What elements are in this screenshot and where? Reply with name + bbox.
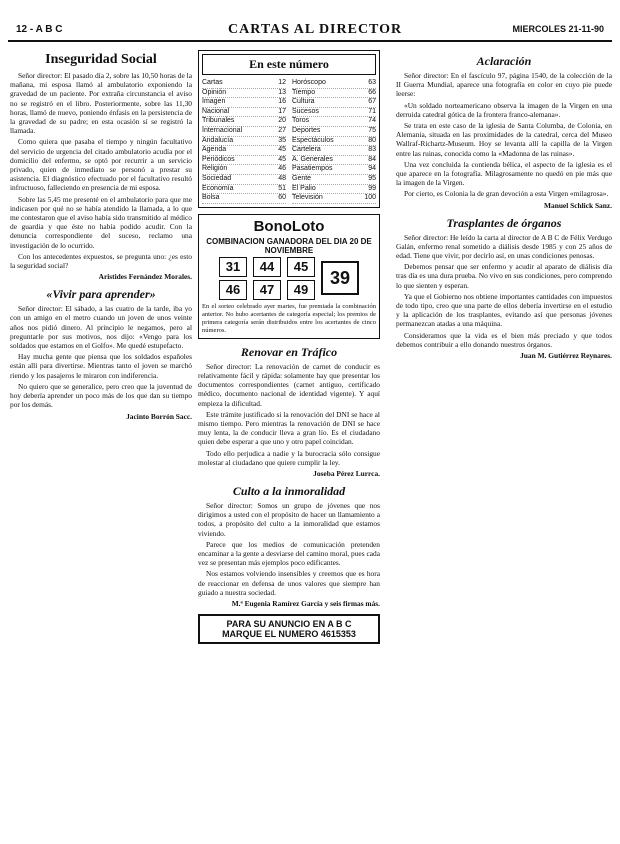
index-section: El Palio [292,184,316,192]
index-entry [202,127,286,137]
index-section: Sucesos [292,107,319,115]
letter-paragraph: Debemos pensar que ser enfermo y acudir al aparato de diálisis día tras día es una dura prueba. No vivo en sus condiciones, pero comprendo lo que sienten y esperan. [396,262,612,290]
advert-line: MARQUE EL NUMERO 4615353 [222,628,356,639]
index-page: 20 [278,117,286,125]
index-section: Televisión [292,194,323,202]
index-section: Deportes [292,126,321,134]
index-section: Periódicos [202,155,235,163]
index-page: 80 [368,136,376,144]
letter-paragraph: Ya que el Gobierno nos obtiene importantes cantidades con impuestos de todo tipo, creo que una parte de ellos debería invertirse en el estudio y la aplicación de los trasplantes, evitando así que personas jóvenes permanezcan atadas a una máquina. [396,291,612,329]
index-entry [202,89,286,99]
index-page: 71 [368,107,376,115]
index-section: Sociedad [202,174,232,182]
index-entry [292,165,376,175]
index-page: 84 [368,155,376,163]
index-entry [292,108,376,118]
index-page: 48 [278,174,286,182]
index-page: 100 [364,194,376,202]
column-middle [198,50,380,838]
index-page: 51 [278,184,286,192]
letter [198,345,380,478]
bonoloto-heading: COMBINACION GANADORA DEL DIA 20 DE NOVIEMBRE [206,236,372,255]
index-section: Cultura [292,98,315,106]
index-entry [292,98,376,108]
index-section: Imagen [202,98,226,106]
letter-signature: Juan M. Gutiérrez Reynares. [520,351,612,361]
index-entry [292,185,376,195]
letter-paragraph: Señor director: La renovación de carnet de conducir es relativamente fácil y rápida: solamente hay que presentar los documentos correspondientes (carnet antiguo, certificado médico, documento nacional de identidad vigente). Y aquí empieza la dificultad. [198,361,380,408]
column-right [396,50,612,838]
index-section: Religión [202,165,228,173]
bonoloto-note: En el sorteo celebrado ayer martes, fue premiada la combinación anterior. No hubo acertantes de categoría especial; los premios de primera categoría serán distribuidos entre los acertantes de cinco números. [202,302,376,334]
letter-signature: Aristides Fernández Morales. [98,272,192,282]
letter-paragraph: «Un soldado norteamericano observa la imagen de la Virgen en una derruida catedral gótica de la frontera franco-alemana». [396,100,612,119]
letter-title: Renovar en Tráfico [240,344,338,359]
letter-title: Aclaración [476,54,532,68]
letter-paragraph: Señor director: En el fascículo 97, página 1540, de la colección de la II Guerra Mundial, aparece una fotografía en color en cuyo pie puede leerse: [396,71,612,99]
index-entry [292,89,376,99]
index-section: Pasatiempos [292,165,333,173]
index-page: 27 [278,126,286,134]
index-entry [202,185,286,195]
letter-paragraph: Una vez concluida la contienda bélica, el aspecto de la iglesia es el que aparece en la fotografía. Milagrosamente no quedó en pie más que la imagen de la Virgen. [396,159,612,188]
index-page: 63 [368,79,376,86]
index-section: Economía [202,184,234,192]
index-page: 16 [278,98,286,106]
index-section: Tiempo [292,88,316,96]
index-page: 17 [278,107,286,115]
letter-signature: Jacinto Borrón Sacc. [126,411,192,421]
index-entry [292,127,376,137]
index-entry [292,117,376,127]
index-entry [202,108,286,118]
letter-title: «Vivir para aprender» [46,287,156,302]
index-section: Espectáculos [292,136,334,144]
index-box [198,50,380,208]
index-entry [202,137,286,147]
index-section: Gente [292,174,312,182]
index-page: 95 [368,174,376,182]
index-page: 13 [278,88,286,96]
index-section: Toros [292,117,310,125]
lotto-number: 47 [253,280,281,300]
letter-paragraph: Parece que los medios de comunicación pretenden encaminar a la gente a desviarse del camino moral, pues cada vez se presentan más ejemplos poco edificantes. [198,539,380,568]
index-section: Tribunales [202,117,235,125]
letter-paragraph: Por cierto, es Colonia la de gran devoción a esta Virgen «milagrosa». [404,189,609,199]
letter [198,484,380,608]
lotto-number: 31 [219,257,247,277]
index-page: 66 [368,88,376,96]
letter-title: Trasplantes de órganos [446,215,562,230]
index-section: Nacional [202,107,230,115]
index-page: 35 [278,136,286,144]
index-page: 60 [278,194,286,202]
letter [396,54,612,210]
index-page: 74 [368,117,376,125]
index-entry [292,146,376,156]
index-section: Andalucía [202,136,234,144]
letter-paragraph: Todo ello perjudica a nadie y la burocracia sólo consigue molestar al ciudadano que quiere cumplir la ley. [198,448,380,467]
letter-title: Inseguridad Social [45,52,157,67]
letter-paragraph: Como quiera que pasaba el tiempo y ningún facultativo del servicio de urgencia del citado ambulatorio acudía por el domicilio del enfermo, se optó por recurrir a un servicio privado, quien de inmediato se personó a prestar su asistencia. El diagnóstico efectuado por el facultativo resultó infructuoso, falleciendo en presencia de mi esposa. [10,137,192,193]
index-section: Cartelera [292,146,321,154]
index-entry [202,156,286,166]
lotto-number: 49 [287,280,315,300]
index-entry [292,79,376,89]
page-header [8,22,612,42]
index-section: Opinión [202,88,227,96]
bonoloto-box [198,214,380,339]
index-page: 75 [368,126,376,134]
index-entry [202,175,286,185]
letter-paragraph: Con los antecedentes expuestos, se pregunta uno: ¿es esto la seguridad social? [10,251,192,271]
index-page: 67 [368,98,376,106]
letter-paragraph: Este trámite justificado si la renovación del DNI se hace al mismo tiempo. Pero mientras la renovación de DNI se hace muy lenta, la de conducir lleva a gran lío. Es el ciudadano quien debe esperar a que uno y otro papel coincidan. [198,409,380,447]
index-page: 94 [368,165,376,173]
index-entry [202,146,286,156]
letter-paragraph: Sobre las 5,45 me presenté en el ambulatorio para que me indicasen por qué no se había atendido la llamada, a lo que me contestaron que el aviso había sido transmitido al médico de guardia y que éste no había podido acudir. Con la denuncia correspondiente del suceso, reclamo una investigación de lo ocurrido. [10,194,192,250]
lotto-number: 44 [253,257,281,277]
letter-paragraph: Se trata en este caso de la iglesia de Santa Columba, de Colonia, en Alemania, situada en las proximidades de la catedral, cerca del Museo Wallraf-Richartz-Museum. Hoy se levanta allí la capilla de la Virgen entre las ruinas, conocida como la «Madonna de las ruinas». [396,121,612,158]
index-page: 12 [278,79,286,86]
section-title: CARTAS AL DIRECTOR [228,22,403,37]
letter-paragraph: Señor director: El sábado, a las cuatro de la tarde, iba yo con un amigo en el metro cuando un joven de unos veinte años nos pidió dinero. Al principio le negamos, pero al preguntarle por sus motivos, nos dijo: «Vengo para los soldados que estamos en el Golfo». Me quedé estupefacto. [10,304,192,351]
index-entry [202,117,286,127]
index-page: 45 [278,146,286,154]
bonoloto-logo: BonoLoto [253,217,325,235]
index-page: 99 [368,184,376,192]
letter-paragraph: No quiero que se generalice, pero creo que la juventud de hoy debería aprender un poco más de los que dan su tiempo por los demás. [10,381,192,410]
letter-paragraph: Señor director: Somos un grupo de jóvenes que nos dirigimos a usted con el propósito de hacer un llamamiento a todos, a propósito del culto a la inmoralidad que estamos viviendo. [198,500,380,538]
letter-paragraph: Hay mucha gente que piensa que los soldados españoles están allí para divertirse. Mientras tanto el joven se marchó riendo y los pasajeros le miraron con indiferencia. [10,352,192,380]
letter [10,287,192,420]
advert-box [198,614,380,644]
index-section: Internacional [202,126,243,134]
index-entry [292,156,376,166]
index-entry [202,165,286,175]
index-entry [202,79,286,89]
letter-paragraph: Consideramos que la vida es el bien más preciado y que todos debemos contribuir a ello donando nuestros órganos. [396,330,612,349]
index-section: Horóscopo [292,79,326,86]
letter-title: Culto a la inmoralidad [232,483,346,498]
letter-signature: Joseba Pérez Lurrca. [313,468,380,478]
advert-line: PARA SU ANUNCIO EN A B C [226,618,352,629]
index-section: A. Generales [292,155,333,163]
index-section: Agenda [202,146,227,154]
letter-paragraph: Nos estamos volviendo insensibles y creemos que es hora de reaccionar en defensa de unos valores que siempre han guiado a nuestra sociedad. [198,569,380,597]
letter-signature: M.ª Eugenia Ramírez García y seis firmas más. [231,598,380,608]
index-page: 46 [278,165,286,173]
index-entry [292,175,376,185]
index-title: En este número [202,54,376,75]
index-page: 83 [368,146,376,154]
letter-paragraph: Señor director: He leído la carta al director de A B C de Félix Verdugo Galán, enfermo renal sometido a diálisis desde 1985 y con 25 años de edad. Tiene que vivir, por decirlo así, en unas condiciones penosas. [396,232,612,261]
index-section: Cartas [202,79,223,86]
lotto-complementary: 39 [321,261,359,295]
letter [10,52,192,281]
column-left [10,50,192,838]
issue-date: MIERCOLES 21-11-90 [512,24,604,34]
index-page: 45 [278,155,286,163]
index-list-right [292,79,376,204]
lotto-number: 46 [219,280,247,300]
index-entry [292,137,376,147]
lotto-number: 45 [287,257,315,277]
index-entry [292,194,376,204]
index-list-left [202,79,286,204]
index-entry [202,98,286,108]
letter-signature: Manuel Schlick Sanz. [544,200,612,210]
index-section: Bolsa [202,194,220,202]
page-number: 12 - A B C [16,24,63,35]
index-entry [202,194,286,204]
letter-paragraph: Señor director: El pasado día 2, sobre las 10,50 horas de la mañana, mi esposa llamó al ambulatorio exponiendo la gravedad de un paciente. Por extraña circunstancia el aviso no se registró en el libro. Posteriormente, sobre las 11,30 horas, llamó de nuevo, poniendo énfasis en la persistencia de la gravedad de su padre; en esta ocasión sí se registró la llamada. [10,71,192,136]
letter [396,216,612,360]
